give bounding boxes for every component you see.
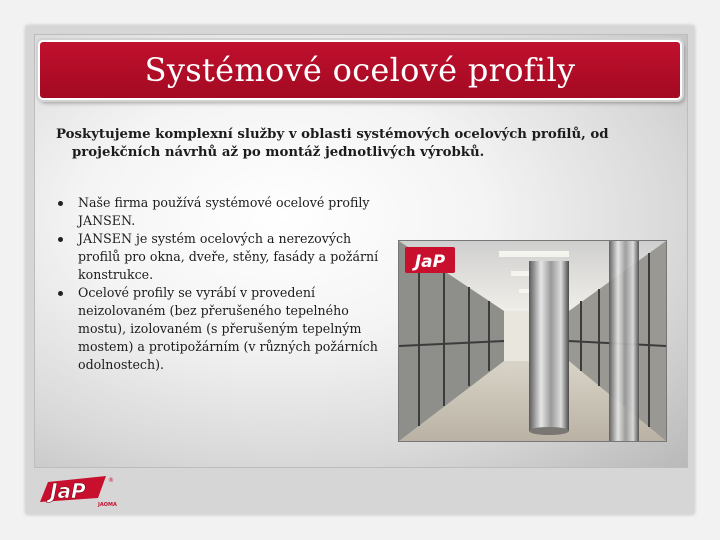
bullet-item [52,194,392,230]
slide-title: Systémové ocelové profily [144,51,576,89]
corridor-photo-image [399,241,666,441]
bullet-text: JANSEN je systém ocelových a nerezových profilů pro okna, dveře, stěny, fasády a požární konstrukce. [78,231,379,282]
title-banner [38,40,682,100]
intro-paragraph: Poskytujeme komplexní služby v oblasti systémových ocelových profilů, od projekčních návrhů až po montáž jednotlivých výrobků. [56,127,609,160]
logo-subtext: JAOMA [98,502,117,508]
company-logo-image [36,472,126,510]
logo-text: JaP [50,479,86,503]
bullet-icon [58,201,63,206]
company-logo [36,472,126,510]
bullet-icon [58,291,63,296]
photo-logo-text: JaP [414,252,446,272]
bullet-item [52,284,392,374]
bullet-item [52,230,392,284]
bullet-list [52,194,392,374]
bullet-text: Naše firma používá systémové ocelové profily JANSEN. [78,195,370,228]
logo-registered: ® [108,477,114,484]
corridor-photo [398,240,667,442]
bullet-text: Ocelové profily se vyrábí v provedení neizolovaném (bez přerušeného tepelného mostu), izolovaném (s přerušeným tepelným mostem) a protipožárním (v různých požárních odolnostech). [78,285,378,372]
bullet-icon [58,237,63,242]
